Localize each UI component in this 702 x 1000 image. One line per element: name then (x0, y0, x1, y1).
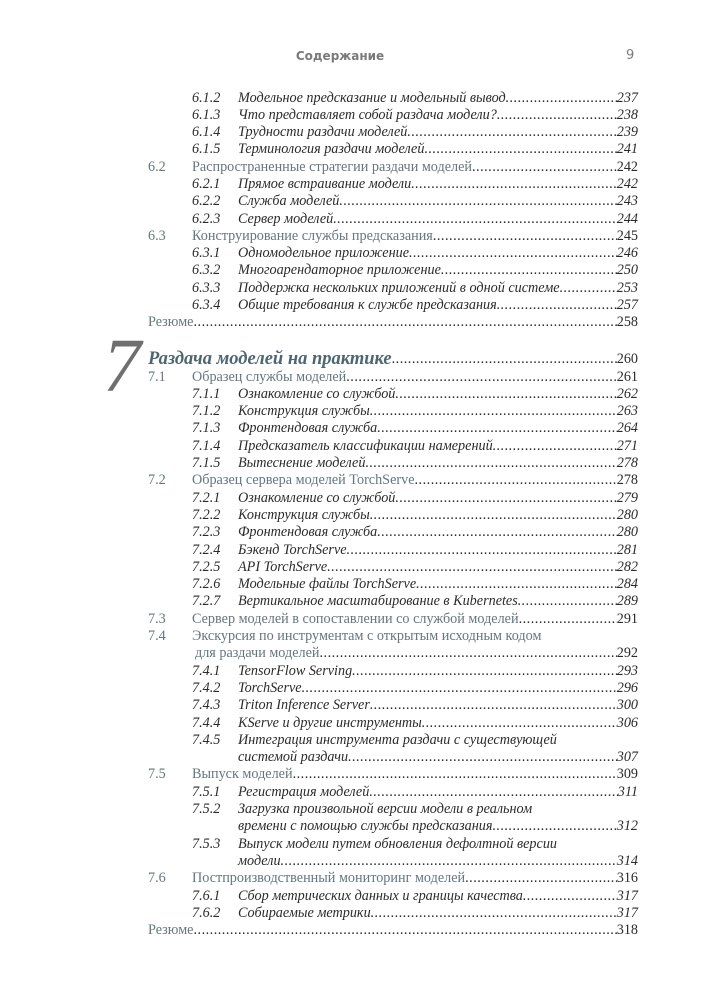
toc-entry[interactable] (148, 472, 638, 489)
toc-entry-line (238, 836, 638, 853)
toc-entry-page: 263 (616, 403, 638, 420)
toc-entry[interactable] (148, 193, 638, 210)
toc-entry-title: Вытеснение моделей (238, 455, 366, 472)
toc-entry[interactable] (148, 524, 638, 541)
toc-entry-title: Сервер моделей (238, 210, 334, 227)
toc-entry-page: 238 (616, 106, 638, 123)
toc-entry-number: 7.2.2 (192, 506, 221, 523)
toc-entry-title: Выпуск модели путем обновления дефолтной версии (238, 835, 558, 852)
toc-entry[interactable] (148, 593, 638, 610)
toc-entry-page: 253 (616, 279, 638, 296)
toc-entry-line (238, 853, 638, 870)
toc-entry-number: 7.4.4 (192, 714, 221, 731)
toc-entry-number: 6.1.5 (192, 141, 221, 158)
toc-entry-page: 239 (616, 124, 638, 141)
dot-leader (365, 455, 616, 472)
dot-leader (281, 853, 617, 870)
dot-leader (409, 245, 617, 262)
toc-entry-page: 292 (616, 645, 638, 662)
toc-entry[interactable] (148, 663, 638, 680)
toc-entry-title: Что представляет собой раздача модели? (238, 106, 497, 123)
dot-leader (465, 870, 617, 887)
toc-entry-title: TensorFlow Serving (238, 662, 353, 679)
toc-entry[interactable] (148, 801, 638, 818)
toc-entry-number: 7.1.3 (192, 420, 221, 437)
toc-entry[interactable] (148, 628, 638, 645)
toc-entry-title: Модельные файлы TorchServe (238, 576, 417, 593)
toc-entry[interactable] (148, 853, 638, 870)
dot-leader (377, 524, 616, 541)
toc-entry-number: 7.4.1 (192, 662, 221, 679)
toc-entry-number: 7.2.4 (192, 541, 221, 558)
dot-leader (407, 124, 616, 141)
toc-entry-page: 241 (616, 141, 638, 158)
toc-entry-number: 6.3.4 (192, 297, 221, 314)
toc-entry-number: 6.2 (148, 158, 166, 175)
toc-entry-number: 6.3 (148, 227, 166, 244)
toc-entry-title: Фронтендовая служба (238, 420, 378, 437)
toc-entry-line (148, 314, 638, 331)
toc-entry-line (238, 559, 638, 576)
toc-entry-line (238, 697, 638, 714)
toc-entry-line (238, 576, 638, 593)
toc-entry-title: Ознакомление со службой (238, 385, 396, 402)
toc-entry[interactable] (148, 715, 638, 732)
toc-entry-page: 318 (616, 922, 638, 939)
toc-entry-page: 242 (616, 175, 638, 192)
toc-entry[interactable] (148, 228, 638, 245)
toc-entry-page: 271 (616, 437, 638, 454)
toc-entry-title: Трудности раздачи моделей (238, 124, 408, 141)
toc-entry-page: 291 (616, 610, 638, 627)
toc-entry-title: TorchServe (238, 679, 302, 696)
dot-leader (369, 784, 617, 801)
toc-entry[interactable] (148, 314, 638, 331)
toc-entry-number: 7.2.1 (192, 489, 221, 506)
dot-leader (327, 559, 617, 576)
toc-entry-number: 7.2.5 (192, 558, 221, 575)
toc-entry-page: 314 (616, 852, 638, 869)
toc-entry-line (238, 90, 638, 107)
toc-entry-number: 7.1.1 (192, 385, 221, 402)
toc-entry-number: 7.5.1 (192, 783, 221, 800)
toc-entry-title: модели (238, 852, 281, 869)
dot-leader (411, 176, 617, 193)
toc-entry-title: Образец службы моделей (192, 368, 347, 385)
toc-entry-title: Сервер моделей в сопоставлении со службой моделей (192, 610, 519, 627)
toc-entry[interactable] (148, 438, 638, 455)
toc-entry-title: Интеграция инструмента раздачи с существующей (238, 731, 557, 748)
toc-entry-title: Бэкенд TorchServe (238, 541, 347, 558)
toc-entry-page: 317 (616, 887, 638, 904)
toc-entry-title: для раздачи моделей (195, 645, 320, 662)
toc-entry-page: 258 (616, 314, 638, 331)
toc-entry-line (238, 818, 638, 835)
toc-entry-line (192, 870, 638, 887)
toc-entry[interactable] (148, 680, 638, 697)
toc-entry-page: 307 (616, 749, 638, 766)
toc-entry-title: Фронтендовая служба (238, 524, 378, 541)
toc-entry-number: 7.1.2 (192, 403, 221, 420)
toc-entry-title: Модельное предсказание и модельный вывод (238, 89, 506, 106)
toc-entry-title: KServe и другие инструменты (238, 714, 422, 731)
toc-entry-title: Одномодельное приложение (238, 245, 410, 262)
toc-entry-page: 311 (617, 783, 638, 800)
toc-entry[interactable] (148, 697, 638, 714)
toc-entry[interactable] (148, 245, 638, 262)
toc-entry-line (192, 472, 638, 489)
toc-entry-line (238, 542, 638, 559)
toc-entry-page: 281 (616, 541, 638, 558)
toc-entry-page: 242 (616, 158, 638, 175)
dot-leader (346, 369, 616, 386)
toc-entry-title: Общие требования к службе предсказания (238, 297, 497, 314)
toc-entry[interactable] (148, 124, 638, 141)
toc-entry-number: 7.2.7 (192, 593, 221, 610)
toc-entry-page: 246 (616, 245, 638, 262)
toc-entry-page: 284 (616, 576, 638, 593)
toc-entry-page: 309 (616, 766, 638, 783)
toc-entry-page: 289 (616, 593, 638, 610)
toc-entry-line (148, 922, 638, 939)
toc-entry[interactable] (148, 576, 638, 593)
toc-entry[interactable] (148, 369, 638, 386)
toc-entry-title: Конструирование службы предсказания (192, 227, 433, 244)
toc-entry-line (238, 211, 638, 228)
toc-entry-line (238, 141, 638, 158)
dot-leader (293, 766, 617, 783)
toc-entry-title: Многоарендаторное приложение (238, 262, 441, 279)
toc-entry-page: 278 (616, 455, 638, 472)
dot-leader (370, 507, 617, 524)
toc-entry-number: 6.2.1 (192, 175, 221, 192)
toc-entry[interactable] (148, 490, 638, 507)
toc-entry-number: 7.4.3 (192, 697, 221, 714)
toc-entry-page: 300 (616, 697, 638, 714)
dot-leader (506, 90, 617, 107)
toc-entry-number: 7.1 (148, 368, 166, 385)
chapter-title: Раздача моделей на практике (148, 349, 392, 370)
toc-entry-number: 7.6.1 (192, 887, 221, 904)
toc-entry-page: 296 (616, 679, 638, 696)
toc-entry-title: Конструкция службы (238, 506, 370, 523)
toc-entry[interactable] (148, 455, 638, 472)
toc-entry[interactable] (148, 818, 638, 835)
toc-entry[interactable] (148, 542, 638, 559)
toc-entry[interactable] (148, 420, 638, 437)
toc-entry-number: 7.4 (148, 628, 166, 645)
toc-entry-title: Ознакомление со службой (238, 489, 396, 506)
toc-entry-page: 264 (616, 420, 638, 437)
toc-entry-page: 237 (616, 89, 638, 106)
toc-entry-page: 279 (616, 489, 638, 506)
dot-leader (424, 141, 616, 158)
toc-entry-line (192, 766, 638, 783)
toc-entry-line (195, 645, 638, 662)
toc-entry-page: 293 (616, 662, 638, 679)
toc-entry-title: Постпроизводственный мониторинг моделей (192, 870, 466, 887)
toc-entry-number: 7.4.5 (192, 731, 221, 748)
toc-entry-line (238, 593, 638, 610)
toc-entry-title: API TorchServe (238, 558, 328, 575)
page-number: 9 (626, 48, 635, 63)
dot-leader (497, 297, 617, 314)
toc-entry-number: 7.5.3 (192, 835, 221, 852)
dot-leader (415, 472, 617, 489)
toc-entry-title: системой раздачи (238, 749, 349, 766)
dot-leader (333, 211, 616, 228)
chapter-number: 7 (103, 324, 141, 408)
toc-entry-line (238, 784, 638, 801)
dot-leader (492, 818, 616, 835)
toc-entry-number: 6.3.1 (192, 245, 221, 262)
toc-entry-title: Собираемые метрики (238, 904, 371, 921)
toc-entry[interactable] (148, 90, 638, 107)
toc-entry-line (238, 715, 638, 732)
toc-entry-line (238, 680, 638, 697)
toc-entry-number: 6.1.2 (192, 89, 221, 106)
toc-entry-line (238, 438, 638, 455)
dot-leader (441, 262, 617, 279)
toc-entry[interactable] (148, 611, 638, 628)
toc-entry-line (192, 159, 638, 176)
toc-chapter-7 (148, 351, 638, 939)
toc-entry[interactable] (148, 403, 638, 420)
toc-entry-title: Образец сервера моделей TorchServe (192, 472, 415, 489)
dot-leader (370, 697, 617, 714)
dot-leader (319, 645, 616, 662)
toc-entry-line (192, 369, 638, 386)
toc-entry-line (238, 297, 638, 314)
toc-entry-number: 7.2.6 (192, 576, 221, 593)
toc-entry-title: Резюме (148, 314, 194, 331)
toc-entry-line (238, 403, 638, 420)
toc-entry-line (238, 732, 638, 749)
toc-entry-number: 6.2.3 (192, 210, 221, 227)
toc-entry-line (238, 455, 638, 472)
toc-entry[interactable] (148, 732, 638, 749)
toc-entry[interactable] (148, 559, 638, 576)
toc-entry-page: 282 (616, 558, 638, 575)
dot-leader (560, 280, 617, 297)
toc-entry-title: Предсказатель классификации намерений (238, 437, 493, 454)
toc-entry-line (192, 628, 638, 645)
dot-leader (339, 193, 616, 210)
dot-leader (352, 663, 617, 680)
toc-entry[interactable] (148, 107, 638, 124)
dot-leader (523, 888, 617, 905)
toc-entry-page: 306 (616, 714, 638, 731)
toc-entry-line (192, 228, 638, 245)
toc-entry[interactable] (148, 280, 638, 297)
toc-entry-title: Служба моделей (238, 193, 340, 210)
dot-leader (395, 386, 616, 403)
dot-leader (422, 715, 617, 732)
toc-entry-number: 7.6.2 (192, 904, 221, 921)
toc-entry-number: 6.1.3 (192, 106, 221, 123)
dot-leader (371, 905, 617, 922)
toc-entry-line (238, 107, 638, 124)
toc-entry[interactable] (148, 159, 638, 176)
toc-entry-line (238, 124, 638, 141)
dot-leader (348, 749, 617, 766)
toc-entry[interactable] (148, 922, 638, 939)
toc-entry[interactable] (148, 870, 638, 887)
toc-entry-page: 250 (616, 262, 638, 279)
dot-leader (395, 490, 616, 507)
toc-entry-page: 244 (616, 210, 638, 227)
dot-leader (370, 403, 617, 420)
toc-entry-line (238, 490, 638, 507)
running-header-title: Содержание (295, 49, 385, 63)
toc-entry[interactable] (148, 386, 638, 403)
dot-leader (519, 611, 617, 628)
toc-entry-number: 6.3.3 (192, 279, 221, 296)
toc-entry-title: Конструкция службы (238, 403, 370, 420)
toc-entry-number: 7.1.4 (192, 437, 221, 454)
toc-entry-title: Сбор метрических данных и границы качества (238, 887, 523, 904)
toc-entry-page: 312 (616, 818, 638, 835)
toc-entry[interactable] (148, 645, 638, 662)
toc-entry[interactable] (148, 507, 638, 524)
toc-entry-page: 280 (616, 524, 638, 541)
toc-entry-line (238, 507, 638, 524)
toc-entry-title: Терминология раздачи моделей (238, 141, 425, 158)
toc-entry-page: 262 (616, 385, 638, 402)
toc-entry-line (238, 262, 638, 279)
toc-entry-line (238, 386, 638, 403)
toc-entry-page: 280 (616, 506, 638, 523)
toc-entry-line (238, 176, 638, 193)
toc-entry[interactable] (148, 211, 638, 228)
toc-entry-title: Распространенные стратегии раздачи моделей (192, 158, 472, 175)
dot-leader (193, 922, 616, 939)
toc-entry-number: 7.5 (148, 766, 166, 783)
toc-entry-title: Загрузка произвольной версии модели в реальном (238, 801, 533, 818)
toc-entry-line (238, 801, 638, 818)
toc-entry-title: Экскурсия по инструментам с открытым исходным кодом (192, 628, 542, 645)
toc-entry[interactable] (148, 176, 638, 193)
toc-entry-number: 7.2 (148, 472, 166, 489)
toc-entry-line (238, 193, 638, 210)
toc-entry-number: 6.2.2 (192, 193, 221, 210)
toc-entry-title: Triton Inference Server (238, 697, 370, 714)
toc-entry-title: Прямое встраивание модели (238, 175, 412, 192)
toc-entry-number: 6.1.4 (192, 124, 221, 141)
toc-entry[interactable] (148, 836, 638, 853)
dot-leader (392, 351, 617, 368)
dot-leader (433, 228, 617, 245)
toc-entry[interactable] (148, 297, 638, 314)
dot-leader (518, 593, 617, 610)
toc-entry[interactable] (148, 905, 638, 922)
toc-entry-line (238, 524, 638, 541)
toc-entry-page: 316 (616, 870, 638, 887)
toc-entry[interactable] (148, 141, 638, 158)
toc-entry-title: Регистрация моделей (238, 783, 370, 800)
toc-entry-title: Вертикальное масштабирование в Kubernetes (238, 593, 518, 610)
toc-chapter-title-row[interactable] (148, 351, 638, 368)
toc-entry-number: 7.3 (148, 610, 166, 627)
toc-entry-line (192, 611, 638, 628)
toc-entry-number: 7.1.5 (192, 455, 221, 472)
chapter-page: 260 (616, 351, 638, 368)
toc-entry-page: 317 (616, 904, 638, 921)
dot-leader (472, 159, 617, 176)
toc-entry-number: 7.5.2 (192, 801, 221, 818)
toc-entry-number: 7.2.3 (192, 524, 221, 541)
toc-entry-page: 245 (616, 227, 638, 244)
toc-entry-line (238, 245, 638, 262)
toc-section-6-continued (148, 90, 638, 332)
toc-entry-number: 7.6 (148, 870, 166, 887)
toc-entry-number: 6.3.2 (192, 262, 221, 279)
toc-entry-line (238, 749, 638, 766)
toc-entry-page: 278 (616, 472, 638, 489)
toc-entry-page: 257 (616, 297, 638, 314)
toc-entry-line (238, 663, 638, 680)
toc-entry-title: Поддержка нескольких приложений в одной системе (238, 279, 560, 296)
toc-entry-line (238, 420, 638, 437)
dot-leader (497, 107, 617, 124)
toc-entry-line (238, 280, 638, 297)
toc-entry-title: времени с помощью службы предсказания (238, 818, 493, 835)
dot-leader (193, 314, 616, 331)
dot-leader (493, 438, 617, 455)
toc-entry[interactable] (148, 262, 638, 279)
toc-entry[interactable] (148, 784, 638, 801)
toc-entry-number: 7.4.2 (192, 679, 221, 696)
toc-entry-line (238, 905, 638, 922)
toc-entry-page: 243 (616, 193, 638, 210)
toc-entry-page: 261 (616, 368, 638, 385)
toc-entry-title: Выпуск моделей (192, 766, 293, 783)
toc-entry-line (238, 888, 638, 905)
dot-leader (416, 576, 617, 593)
dot-leader (377, 420, 616, 437)
dot-leader (302, 680, 617, 697)
toc-entry-title: Резюме (148, 922, 194, 939)
dot-leader (347, 542, 617, 559)
toc-entry[interactable] (148, 766, 638, 783)
toc-entry[interactable] (148, 749, 638, 766)
toc-entry[interactable] (148, 888, 638, 905)
